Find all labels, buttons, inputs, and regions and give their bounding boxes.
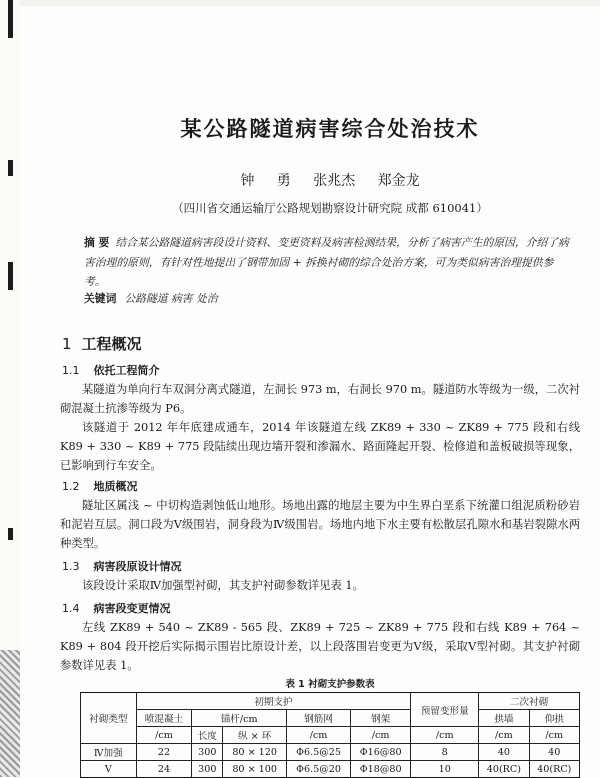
section-title: 工程概况 (81, 335, 142, 353)
scan-edge-mark (8, 528, 13, 540)
col-header-arch-wall: 拱墙 (479, 710, 529, 727)
paragraph: 隧址区属浅 ~ 中切构造剥蚀低山地形。场地出露的地层主要为中生界白垩系下统灌口组泥质粉砂岩和泥岩互层。洞口段为Ⅴ级围岩，洞身段为Ⅳ级围岩。场地内地下水主要有松散层孔隙水和基岩裂隙水两种类型。 (60, 499, 580, 550)
unit-cell: /cm (529, 727, 579, 744)
scan-edge-mark (8, 0, 13, 38)
col-header-bolt-length: 长度 (192, 727, 223, 744)
paragraph: 该段设计采取Ⅳ加强型衬砌，其支护衬砌参数详见表 1。 (82, 579, 364, 592)
col-header-initial-support: 初期支护 (136, 693, 411, 710)
section-number: 1 (62, 335, 72, 353)
col-header-type: 衬砌类型 (81, 693, 137, 744)
paper-authors: 钟 勇 张兆杰 郑金龙 (240, 173, 420, 189)
keywords-label: 关键词 (84, 292, 117, 305)
unit-cell: /cm (136, 727, 192, 744)
scan-edge-mark (8, 262, 13, 290)
subsection-heading: 1.1 依托工程简介 (62, 364, 160, 377)
abstract-label: 摘 要 (84, 236, 110, 249)
unit-cell: /cm (287, 727, 351, 744)
col-header-secondary: 二次衬砌 (479, 693, 580, 710)
scan-top-edge (0, 0, 600, 6)
unit-cell: /cm (479, 727, 529, 744)
col-header-shotcrete: 喷混凝土 (136, 710, 192, 727)
paragraph: 该隧道于 2012 年年底建成通车，2014 年该隧道左线 ZK89 + 330 ~ ZK89 + 775 段和右线 K89 + 330 ~ K89 + 775 段陆续出现边墙开裂和渗漏水、路面隆起开裂、检修道和盖板破损等现象，已影响到行车安全。 (60, 421, 580, 472)
paper-affiliation: （四川省交通运输厅公路规划勘察设计研究院 成都 610041） (172, 201, 488, 215)
scan-edge-mark (8, 160, 13, 176)
subsection-heading: 1.2 地质概况 (62, 480, 138, 493)
keywords-text: 公路隧道 病害 处治 (124, 292, 218, 305)
paper-title: 某公路隧道病害综合处治技术 (180, 117, 480, 141)
scan-left-edge (0, 0, 20, 777)
support-parameter-table (80, 692, 580, 778)
col-header-reserved: 预留变形量 (411, 693, 479, 727)
abstract-text: 结合某公路隧道病害段设计资料、变更资料及病害检测结果，分析了病害产生的原因，介绍了病害治理的原则，有针对性地提出了钢带加固 + 拆换衬砌的综合处治方案，可为类似病害治理提供参考。 (84, 236, 569, 288)
col-header-bolt-spacing: 纵 × 环 (223, 727, 287, 744)
paragraph: 左线 ZK89 + 540 ~ ZK89 - 565 段、ZK89 + 725 ~ ZK89 + 775 段和右线 K89 + 764 ~ K89 + 804 段开挖后实际揭示围岩比原设计差，以上段落围岩变更为Ⅴ级，采取Ⅴ型衬砌。其支护衬砌参数详见表 1。 (60, 621, 580, 672)
col-header-mesh: 钢筋网 (287, 710, 351, 727)
paragraph: 某隧道为单向行车双洞分离式隧道，左洞长 973 m，右洞长 970 m。隧道防水等级为一级，二次衬砌混凝土抗渗等级为 P6。 (60, 383, 580, 415)
unit-cell: /cm (411, 727, 479, 744)
section-heading (62, 333, 142, 354)
subsection-heading: 1.3 病害段原设计情况 (62, 560, 182, 573)
col-header-steel-arch: 钢架 (351, 710, 411, 727)
table-caption: 表 1 衬砌支护参数表 (285, 679, 375, 690)
subsection-heading: 1.4 病害段变更情况 (62, 602, 171, 615)
col-header-invert: 仰拱 (529, 710, 579, 727)
table-row: Ⅴ 24 300 80 × 100 Φ6.5@20 Φ18@80 10 40(RC) 40(RC) (81, 761, 580, 778)
col-header-bolt: 锚杆/cm (192, 710, 287, 727)
scan-binding-texture (0, 650, 20, 777)
table-row: Ⅳ加强 22 300 80 × 120 Φ6.5@25 Φ16@80 8 40 40 (81, 744, 580, 761)
abstract (84, 233, 572, 292)
unit-cell: /cm (351, 727, 411, 744)
keywords (84, 291, 572, 306)
